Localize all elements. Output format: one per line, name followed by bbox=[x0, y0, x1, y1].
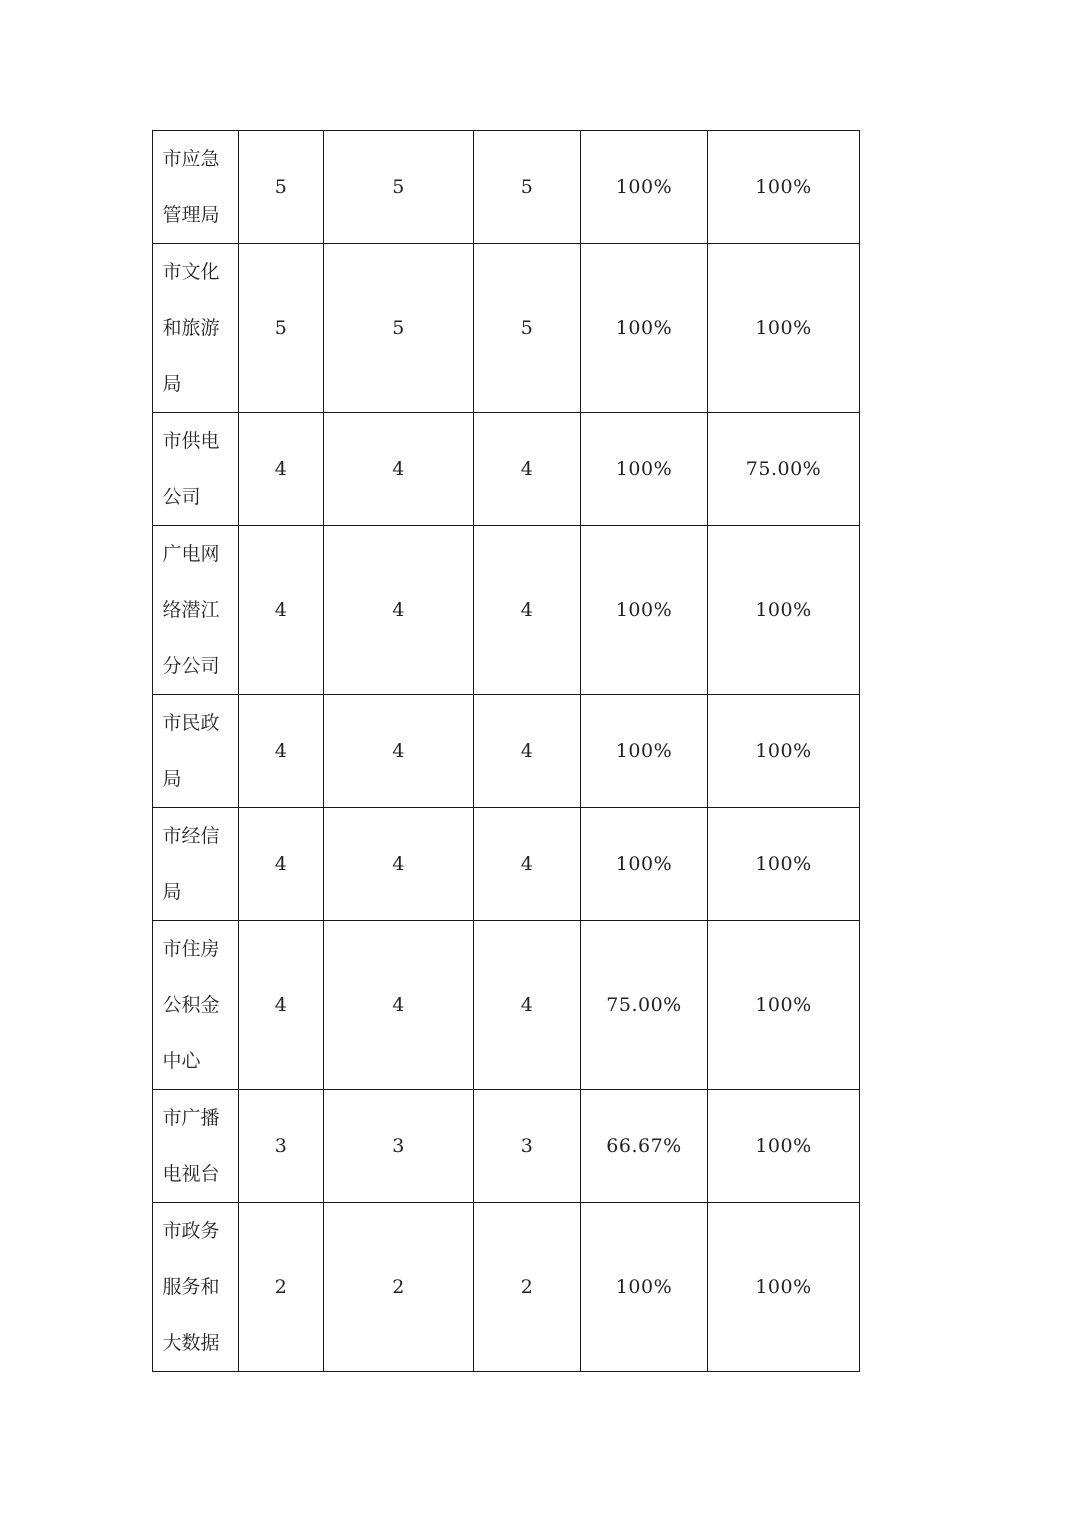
value-cell: 2 bbox=[324, 1203, 474, 1372]
value-cell: 4 bbox=[239, 921, 324, 1090]
value-cell: 5 bbox=[239, 244, 324, 413]
rate-cell: 100% bbox=[581, 413, 708, 526]
unit-name-cell: 广电网络潜江分公司 bbox=[153, 526, 239, 695]
value-cell: 5 bbox=[324, 131, 474, 244]
rate-cell: 100% bbox=[708, 808, 860, 921]
value-cell: 4 bbox=[474, 526, 581, 695]
value-cell: 3 bbox=[324, 1090, 474, 1203]
unit-name-cell: 市广播电视台 bbox=[153, 1090, 239, 1203]
table-row bbox=[153, 413, 860, 526]
value-cell: 5 bbox=[474, 131, 581, 244]
value-cell: 3 bbox=[239, 1090, 324, 1203]
table-row bbox=[153, 244, 860, 413]
rate-cell: 75.00% bbox=[708, 413, 860, 526]
value-cell: 4 bbox=[239, 413, 324, 526]
rate-cell: 100% bbox=[708, 695, 860, 808]
rate-cell: 100% bbox=[581, 526, 708, 695]
rate-cell: 100% bbox=[581, 695, 708, 808]
table-row bbox=[153, 1203, 860, 1372]
value-cell: 3 bbox=[474, 1090, 581, 1203]
rate-cell: 66.67% bbox=[581, 1090, 708, 1203]
rate-cell: 100% bbox=[581, 244, 708, 413]
value-cell: 4 bbox=[324, 413, 474, 526]
value-cell: 4 bbox=[239, 526, 324, 695]
value-cell: 4 bbox=[474, 921, 581, 1090]
value-cell: 5 bbox=[239, 131, 324, 244]
rate-cell: 100% bbox=[708, 921, 860, 1090]
rate-cell: 100% bbox=[708, 526, 860, 695]
rate-cell: 100% bbox=[581, 808, 708, 921]
value-cell: 4 bbox=[474, 695, 581, 808]
table-row bbox=[153, 526, 860, 695]
unit-name-cell: 市经信局 bbox=[153, 808, 239, 921]
table-row bbox=[153, 921, 860, 1090]
value-cell: 5 bbox=[324, 244, 474, 413]
value-cell: 4 bbox=[239, 695, 324, 808]
table-row bbox=[153, 131, 860, 244]
value-cell: 4 bbox=[324, 808, 474, 921]
unit-name-cell: 市民政局 bbox=[153, 695, 239, 808]
value-cell: 4 bbox=[324, 526, 474, 695]
rate-cell: 100% bbox=[708, 131, 860, 244]
value-cell: 4 bbox=[239, 808, 324, 921]
rate-cell: 100% bbox=[581, 1203, 708, 1372]
value-cell: 4 bbox=[474, 413, 581, 526]
value-cell: 5 bbox=[474, 244, 581, 413]
rate-cell: 100% bbox=[708, 1090, 860, 1203]
unit-name-cell: 市应急管理局 bbox=[153, 131, 239, 244]
unit-name-cell: 市住房公积金中心 bbox=[153, 921, 239, 1090]
rate-cell: 100% bbox=[708, 1203, 860, 1372]
rate-cell: 75.00% bbox=[581, 921, 708, 1090]
table-row bbox=[153, 1090, 860, 1203]
rate-cell: 100% bbox=[581, 131, 708, 244]
unit-name-cell: 市文化和旅游局 bbox=[153, 244, 239, 413]
value-cell: 4 bbox=[324, 695, 474, 808]
unit-name-cell: 市政务服务和大数据 bbox=[153, 1203, 239, 1372]
table-row bbox=[153, 695, 860, 808]
statistics-table bbox=[152, 130, 860, 1372]
value-cell: 4 bbox=[474, 808, 581, 921]
value-cell: 4 bbox=[324, 921, 474, 1090]
table-row bbox=[153, 808, 860, 921]
value-cell: 2 bbox=[474, 1203, 581, 1372]
value-cell: 2 bbox=[239, 1203, 324, 1372]
unit-name-cell: 市供电公司 bbox=[153, 413, 239, 526]
rate-cell: 100% bbox=[708, 244, 860, 413]
